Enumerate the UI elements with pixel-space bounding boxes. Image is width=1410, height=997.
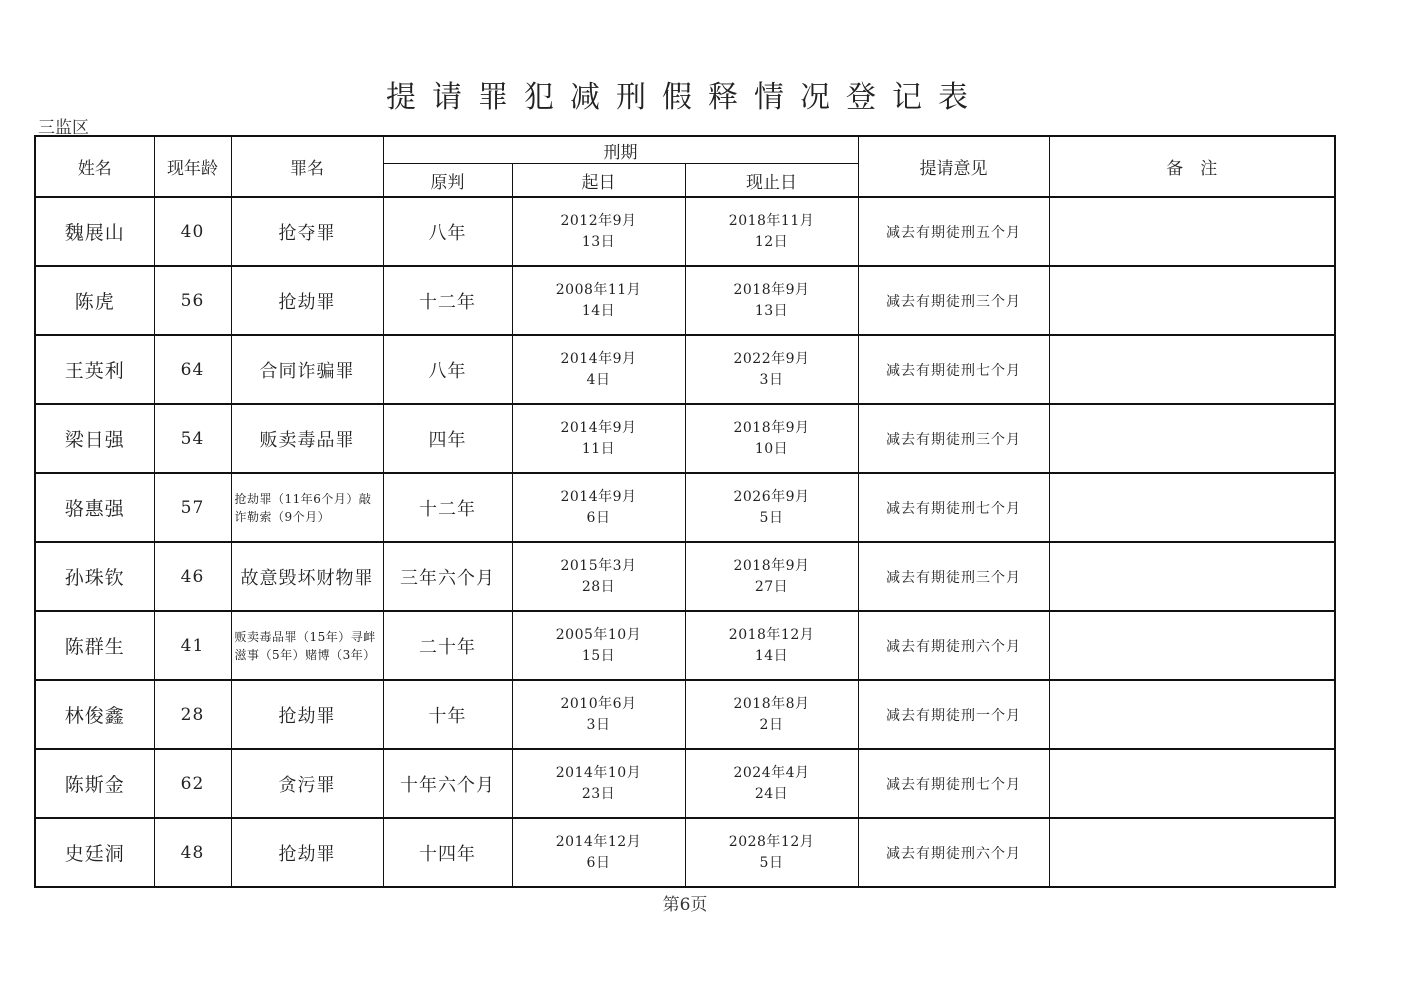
cell-remark (1049, 404, 1335, 473)
cell-opinion: 减去有期徒刑五个月 (858, 197, 1049, 266)
header-age: 现年龄 (154, 136, 231, 197)
cell-end-date-line: 10日 (754, 440, 789, 457)
table-row (35, 542, 1335, 611)
cell-remark (1049, 197, 1335, 266)
cell-opinion: 减去有期徒刑七个月 (858, 473, 1049, 542)
cell-age: 28 (154, 680, 231, 749)
cell-name: 魏展山 (35, 197, 154, 266)
cell-crime: 合同诈骗罪 (231, 335, 383, 404)
header-original: 原判 (383, 164, 512, 198)
cell-end-date-line: 27日 (754, 578, 789, 595)
header-crime: 罪名 (231, 136, 383, 197)
cell-name: 陈群生 (35, 611, 154, 680)
cell-start-date (512, 404, 685, 473)
cell-start-date (512, 266, 685, 335)
cell-start-date-line: 2014年10月 (555, 764, 642, 781)
cell-opinion: 减去有期徒刑三个月 (858, 266, 1049, 335)
cell-remark (1049, 335, 1335, 404)
cell-start-date-line: 2008年11月 (555, 281, 642, 298)
cell-start-date (512, 818, 685, 887)
cell-end-date (685, 542, 858, 611)
cell-end-date-line: 2018年9月 (733, 557, 810, 574)
cell-start-date-line: 28日 (581, 578, 616, 595)
cell-end-date (685, 473, 858, 542)
cell-original-term: 四年 (383, 404, 512, 473)
cell-end-date (685, 818, 858, 887)
cell-name: 林俊鑫 (35, 680, 154, 749)
cell-age: 41 (154, 611, 231, 680)
table-row (35, 404, 1335, 473)
cell-crime: 抢劫罪（11年6个月）敲诈勒索（9个月） (231, 473, 383, 542)
cell-remark (1049, 611, 1335, 680)
cell-original-term: 十二年 (383, 473, 512, 542)
cell-end-date-line: 2018年12月 (728, 626, 815, 643)
table-row (35, 473, 1335, 542)
cell-remark (1049, 749, 1335, 818)
cell-end-date-line: 2018年11月 (728, 212, 815, 229)
page-number: 第6页 (662, 895, 708, 915)
cell-crime: 故意毁坏财物罪 (231, 542, 383, 611)
cell-end-date-line: 2026年9月 (733, 488, 810, 505)
cell-end-date-line: 14日 (754, 647, 789, 664)
header-remark: 备 注 (1049, 136, 1335, 197)
cell-name: 梁日强 (35, 404, 154, 473)
cell-end-date-line: 2018年9月 (733, 281, 810, 298)
cell-end-date-line: 2022年9月 (733, 350, 810, 367)
cell-start-date-line: 14日 (581, 302, 616, 319)
cell-original-term: 十年 (383, 680, 512, 749)
cell-remark (1049, 680, 1335, 749)
cell-remark (1049, 542, 1335, 611)
cell-name: 陈斯金 (35, 749, 154, 818)
cell-start-date-line: 2012年9月 (560, 212, 637, 229)
cell-start-date-line: 15日 (581, 647, 616, 664)
page-title: 提请罪犯减刑假释情况登记表 (386, 80, 984, 115)
header-start: 起日 (512, 164, 685, 198)
cell-age: 46 (154, 542, 231, 611)
cell-original-term: 三年六个月 (383, 542, 512, 611)
cell-start-date-line: 3日 (586, 716, 611, 733)
cell-opinion: 减去有期徒刑七个月 (858, 749, 1049, 818)
cell-start-date (512, 680, 685, 749)
cell-end-date-line: 2018年8月 (733, 695, 810, 712)
cell-crime: 贩卖毒品罪 (231, 404, 383, 473)
cell-age: 57 (154, 473, 231, 542)
header-name: 姓名 (35, 136, 154, 197)
cell-crime: 贩卖毒品罪（15年）寻衅滋事（5年）赌博（3年） (231, 611, 383, 680)
cell-opinion: 减去有期徒刑一个月 (858, 680, 1049, 749)
cell-end-date (685, 611, 858, 680)
cell-name: 史廷洞 (35, 818, 154, 887)
cell-remark (1049, 818, 1335, 887)
cell-start-date-line: 13日 (581, 233, 616, 250)
cell-opinion: 减去有期徒刑三个月 (858, 542, 1049, 611)
cell-start-date-line: 6日 (586, 854, 611, 871)
cell-end-date-line: 24日 (754, 785, 789, 802)
cell-crime: 抢劫罪 (231, 266, 383, 335)
cell-start-date-line: 11日 (581, 440, 616, 457)
cell-end-date-line: 3日 (759, 371, 784, 388)
cell-crime: 贪污罪 (231, 749, 383, 818)
cell-end-date-line: 2028年12月 (728, 833, 815, 850)
cell-end-date-line: 2018年9月 (733, 419, 810, 436)
cell-end-date (685, 680, 858, 749)
cell-original-term: 二十年 (383, 611, 512, 680)
cell-original-term: 十四年 (383, 818, 512, 887)
cell-age: 62 (154, 749, 231, 818)
cell-start-date (512, 611, 685, 680)
cell-end-date (685, 749, 858, 818)
cell-end-date-line: 5日 (759, 854, 784, 871)
cell-age: 54 (154, 404, 231, 473)
table-row (35, 266, 1335, 335)
cell-end-date (685, 197, 858, 266)
cell-name: 骆惠强 (35, 473, 154, 542)
cell-name: 孙珠钦 (35, 542, 154, 611)
cell-remark (1049, 266, 1335, 335)
table-row (35, 197, 1335, 266)
cell-original-term: 八年 (383, 335, 512, 404)
header-term: 刑期 (383, 136, 858, 164)
cell-end-date (685, 404, 858, 473)
cell-name: 王英利 (35, 335, 154, 404)
cell-end-date-line: 2日 (759, 716, 784, 733)
cell-end-date (685, 266, 858, 335)
cell-start-date-line: 6日 (586, 509, 611, 526)
cell-end-date-line: 5日 (759, 509, 784, 526)
cell-start-date (512, 335, 685, 404)
cell-original-term: 十年六个月 (383, 749, 512, 818)
cell-end-date-line: 13日 (754, 302, 789, 319)
cell-opinion: 减去有期徒刑六个月 (858, 818, 1049, 887)
cell-remark (1049, 473, 1335, 542)
cell-start-date-line: 2014年9月 (560, 350, 637, 367)
cell-start-date-line: 2005年10月 (555, 626, 642, 643)
cell-opinion: 减去有期徒刑七个月 (858, 335, 1049, 404)
cell-start-date-line: 2014年12月 (555, 833, 642, 850)
table-row (35, 749, 1335, 818)
header-opinion: 提请意见 (858, 136, 1049, 197)
district-label: 三监区 (38, 118, 89, 138)
cell-opinion: 减去有期徒刑三个月 (858, 404, 1049, 473)
cell-age: 56 (154, 266, 231, 335)
cell-end-date-line: 2024年4月 (733, 764, 810, 781)
cell-age: 40 (154, 197, 231, 266)
cell-end-date-line: 12日 (754, 233, 789, 250)
cell-opinion: 减去有期徒刑六个月 (858, 611, 1049, 680)
cell-start-date (512, 473, 685, 542)
cell-start-date-line: 4日 (586, 371, 611, 388)
cell-end-date (685, 335, 858, 404)
cell-name: 陈虎 (35, 266, 154, 335)
cell-age: 48 (154, 818, 231, 887)
table-row (35, 818, 1335, 887)
cell-start-date-line: 2010年6月 (560, 695, 637, 712)
header-end: 现止日 (685, 164, 858, 198)
table-body (35, 197, 1335, 887)
cell-start-date-line: 23日 (581, 785, 616, 802)
cell-start-date (512, 542, 685, 611)
cell-start-date-line: 2014年9月 (560, 419, 637, 436)
cell-age: 64 (154, 335, 231, 404)
cell-start-date (512, 749, 685, 818)
register-table (34, 135, 1336, 888)
cell-crime: 抢劫罪 (231, 818, 383, 887)
cell-start-date (512, 197, 685, 266)
table-row (35, 335, 1335, 404)
cell-original-term: 十二年 (383, 266, 512, 335)
cell-crime: 抢夺罪 (231, 197, 383, 266)
table-row (35, 680, 1335, 749)
cell-original-term: 八年 (383, 197, 512, 266)
table-row (35, 611, 1335, 680)
cell-crime: 抢劫罪 (231, 680, 383, 749)
cell-start-date-line: 2015年3月 (560, 557, 637, 574)
cell-start-date-line: 2014年9月 (560, 488, 637, 505)
